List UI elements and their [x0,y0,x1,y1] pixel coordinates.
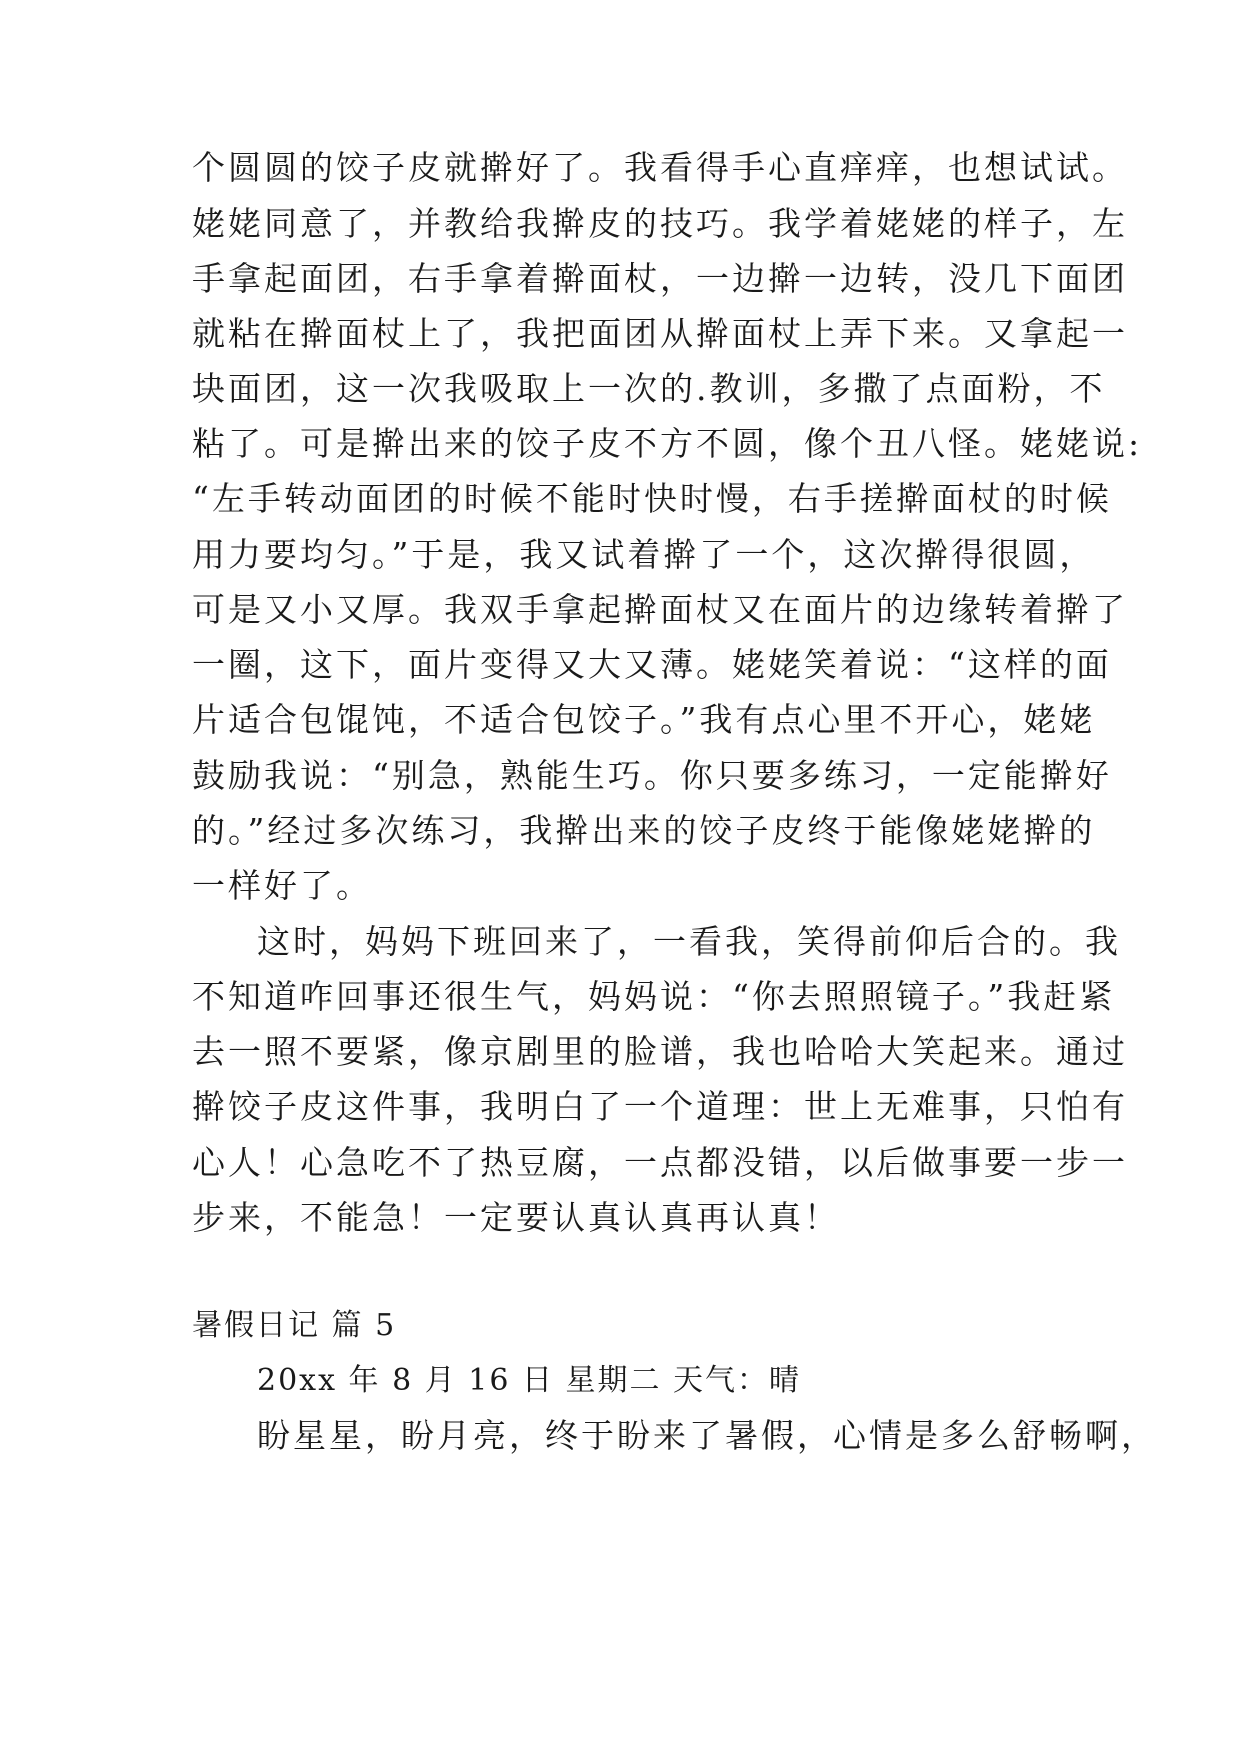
text-line: 手拿起面团，右手拿着擀面杖，一边擀一边转，没几下面团 [192,259,1128,298]
text-line: 心人！心急吃不了热豆腐，一点都没错，以后做事要一步一 [192,1143,1128,1182]
text-line: 这时，妈妈下班回来了，一看我，笑得前仰后合的。我 [257,922,1121,961]
text-line: 片适合包馄饨，不适合包饺子。”我有点心里不开心，姥姥 [192,700,1096,739]
date-weather-line: 20xx 年 8 月 16 日 星期二 天气：晴 [257,1363,802,1398]
text-line: 块面团，这一次我吸取上一次的.教训，多撒了点面粉，不 [192,369,1106,408]
text-line: 擀饺子皮这件事，我明白了一个道理：世上无难事，只怕有 [192,1087,1128,1126]
text-line: 个圆圆的饺子皮就擀好了。我看得手心直痒痒，也想试试。 [192,148,1128,187]
text-line: 粘了。可是擀出来的饺子皮不方不圆，像个丑八怪。姥姥说: [192,424,1143,463]
text-line: “左手转动面团的时候不能时快时慢，右手搓擀面杖的时候 [192,479,1112,518]
section-heading: 暑假日记 篇 5 [192,1308,397,1343]
text-line: 姥姥同意了，并教给我擀皮的技巧。我学着姥姥的样子，左 [192,204,1128,243]
text-line: 一样好了。 [192,866,372,905]
text-line: 就粘在擀面杖上了，我把面团从擀面杖上弄下来。又拿起一 [192,314,1128,353]
text-line: 可是又小又厚。我双手拿起擀面杖又在面片的边缘转着擀了 [192,590,1128,629]
text-line: 的。”经过多次练习，我擀出来的饺子皮终于能像姥姥擀的 [192,811,1096,850]
text-line: 用力要均匀。”于是，我又试着擀了一个，这次擀得很圆， [192,535,1096,574]
text-line: 鼓励我说：“别急，熟能生巧。你只要多练习，一定能擀好 [192,756,1112,795]
text-line: 步来，不能急！一定要认真认真再认真！ [192,1198,840,1237]
text-line: 去一照不要紧，像京剧里的脸谱，我也哈哈大笑起来。通过 [192,1032,1128,1071]
text-line: 一圈，这下，面片变得又大又薄。姥姥笑着说：“这样的面 [192,645,1112,684]
text-line: 不知道咋回事还很生气，妈妈说：“你去照照镜子。”我赶紧 [192,977,1116,1016]
opening-line: 盼星星，盼月亮，终于盼来了暑假，心情是多么舒畅啊， [257,1416,1157,1455]
